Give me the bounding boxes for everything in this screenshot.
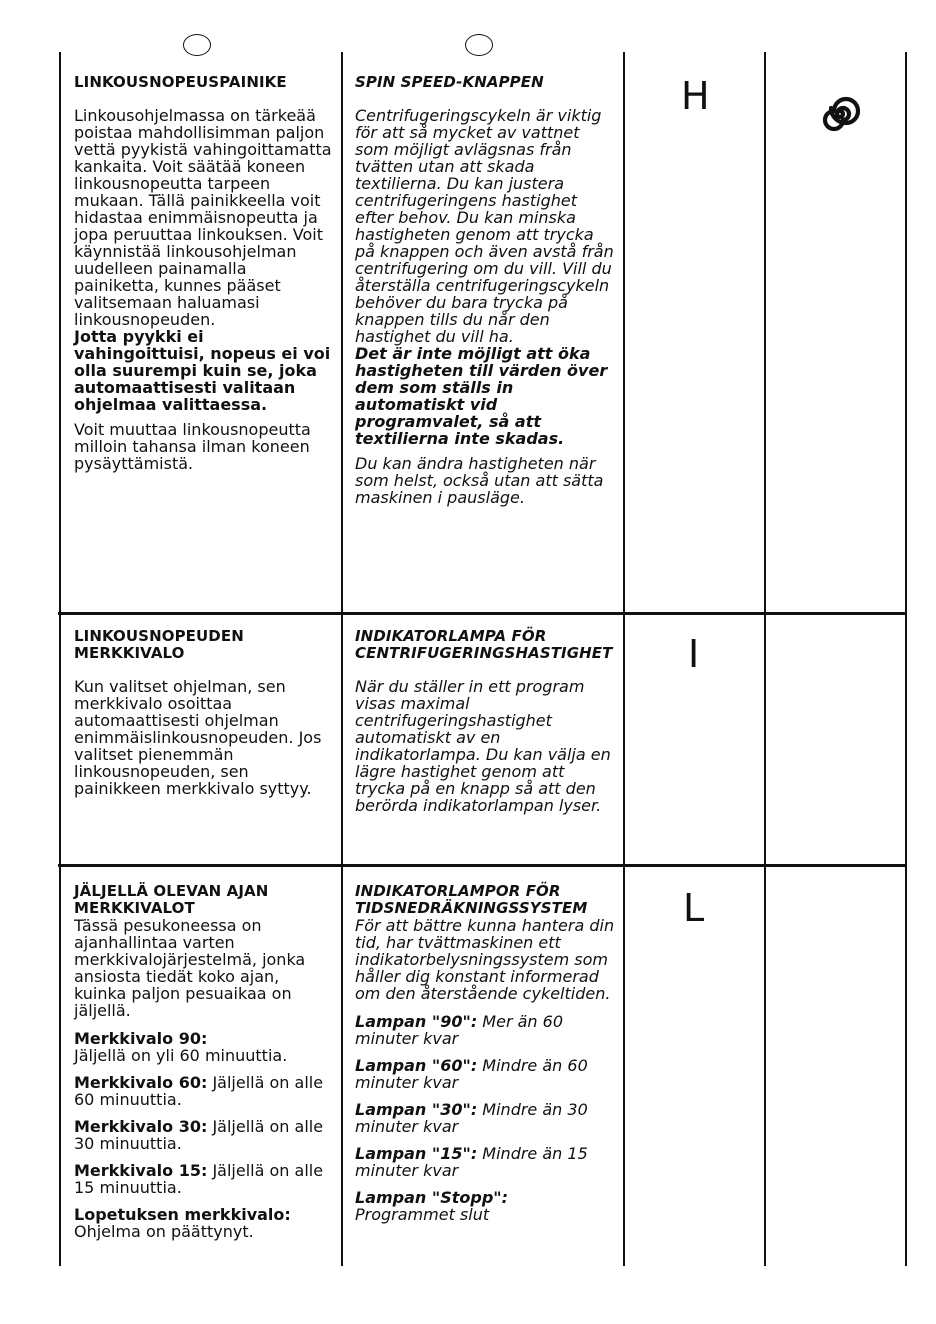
indicator-entry xyxy=(355,1013,617,1047)
indicator-entry xyxy=(74,1118,336,1152)
body-text: Linkousohjelmassa on tärkeää poistaa mahdollisimman paljon vettä pyykistä vahingoittamatta kankaita. Voit säätää koneen linkousnopeutta tarpeen mukaan. Tällä painikkeella voit hidastaa enimmäisnopeutta ja jopa peruuttaa linkouksen. Voit käynnistää linkousohjelman uudelleen painamalla painiketta, kunnes pääset valitsemaan haluamasi linkousnopeuden. xyxy=(74,106,332,329)
indicator-entry xyxy=(355,1189,617,1223)
column-divider xyxy=(59,52,61,1266)
column-divider xyxy=(341,52,343,1266)
language-marker-circle-fi xyxy=(183,34,211,56)
body-text: Tässä pesukoneessa on ajanhallintaa varten merkkivalojärjestelmä, jonka ansiosta tiedät koko ajan, kuinka paljon pesuaikaa on jäljellä. xyxy=(74,916,306,1020)
indicator-text: Mindre än 30 minuter kvar xyxy=(355,1100,588,1136)
body-text: När du ställer in ett program visas maximal centrifugeringshastighet automatiskt av en indikatorlampa. Du kan välja en lägre hastighet genom att trycka på en knapp så att den berörda indikatorlampan lyser. xyxy=(355,677,611,815)
section-letter: I xyxy=(688,632,700,676)
indicator-label: Lopetuksen merkkivalo: xyxy=(74,1205,291,1224)
section-letter: L xyxy=(683,886,705,930)
section-title: SPIN SPEED-KNAPPEN xyxy=(355,73,544,91)
section-i-finnish xyxy=(74,628,336,805)
spiral-icon xyxy=(816,90,864,138)
indicator-text: Mindre än 15 minuter kvar xyxy=(355,1144,588,1180)
indicator-label: Merkkivalo 30: xyxy=(74,1117,208,1136)
column-divider xyxy=(905,52,907,1266)
row-divider xyxy=(58,612,907,615)
body-text: Voit muuttaa linkousnopeutta milloin tahansa ilman koneen pysäyttämistä. xyxy=(74,420,311,473)
column-divider xyxy=(623,52,625,1266)
body-text: Kun valitset ohjelman, sen merkkivalo osoittaa automaattisesti ohjelman enimmäislinkousnopeuden. Jos valitset pienemmän linkousnopeuden, sen painikkeen merkkivalo syttyy. xyxy=(74,677,322,798)
indicator-text: Mer än 60 minuter kvar xyxy=(355,1012,564,1048)
section-title: LINKOUSNOPEUDEN MERKKIVALO xyxy=(74,627,244,662)
indicator-label: Merkkivalo 90: xyxy=(74,1029,208,1048)
indicator-label: Merkkivalo 15: xyxy=(74,1161,208,1180)
indicator-text: Jäljellä on yli 60 minuuttia. xyxy=(74,1046,288,1065)
indicator-label: Lampan "Stopp": xyxy=(355,1188,509,1207)
indicator-label: Lampan "60": xyxy=(355,1056,478,1075)
row-divider xyxy=(58,864,907,867)
section-l-swedish xyxy=(355,883,617,1233)
body-text: Centrifugeringscykeln är viktig för att så mycket av vattnet som möjligt avlägsnas från tvätten utan att skada textilierna. Du kan justera centrifugeringens hastighet efter behov. Du kan minska hastigheten genom att trycka på knappen och även avstå från centrifugering om du vill. Vill du återställa centrifugeringscykeln behöver du bara trycka på knappen tills du når den hastighet du vill ha. xyxy=(355,106,614,346)
warning-text: Det är inte möjligt att öka hastigheten till värden över dem som ställs in automatiskt vid programvalet, så att textilierna inte skadas. xyxy=(355,344,608,448)
section-i-swedish xyxy=(355,628,617,822)
section-title: INDIKATORLAMPA FÖR CENTRIFUGERINGSHASTIGHET xyxy=(355,627,613,662)
section-title: JÄLJELLÄ OLEVAN AJAN MERKKIVALOT xyxy=(74,882,269,917)
indicator-text: Programmet slut xyxy=(355,1205,490,1224)
section-title: LINKOUSNOPEUSPAINIKE xyxy=(74,73,287,91)
indicator-text: Jäljellä on alle 15 minuuttia. xyxy=(74,1161,324,1197)
section-title: INDIKATORLAMPOR FÖR TIDSNEDRÄKNINGSSYSTEM xyxy=(355,882,588,917)
indicator-text: Jäljellä on alle 30 minuuttia. xyxy=(74,1117,324,1153)
section-h-finnish xyxy=(74,74,336,480)
indicator-entry xyxy=(355,1145,617,1179)
indicator-entry xyxy=(355,1101,617,1135)
indicator-text: Mindre än 60 minuter kvar xyxy=(355,1056,588,1092)
column-divider xyxy=(764,52,766,1266)
indicator-entry xyxy=(74,1206,336,1240)
indicator-label: Lampan "15": xyxy=(355,1144,478,1163)
indicator-label: Lampan "30": xyxy=(355,1100,478,1119)
indicator-entry xyxy=(74,1074,336,1108)
warning-text: Jotta pyykki ei vahingoittuisi, nopeus ei voi olla suurempi kuin se, joka automaattisesti valitaan ohjelmaa valittaessa. xyxy=(74,327,331,414)
indicator-entry xyxy=(74,1162,336,1196)
indicator-label: Lampan "90": xyxy=(355,1012,478,1031)
section-h-swedish xyxy=(355,74,617,514)
indicator-text: Jäljellä on alle 60 minuuttia. xyxy=(74,1073,324,1109)
section-l-finnish xyxy=(74,883,336,1250)
indicator-label: Merkkivalo 60: xyxy=(74,1073,208,1092)
body-text: För att bättre kunna hantera din tid, har tvättmaskinen ett indikatorbelysningssystem som håller dig konstant informerad om den återstående cykeltiden. xyxy=(355,916,615,1003)
body-text: Du kan ändra hastigheten när som helst, också utan att sätta maskinen i pausläge. xyxy=(355,454,604,507)
section-letter: H xyxy=(681,74,710,118)
indicator-entry xyxy=(355,1057,617,1091)
indicator-entry xyxy=(74,1030,336,1064)
indicator-text: Ohjelma on päättynyt. xyxy=(74,1222,254,1241)
language-marker-circle-sv xyxy=(465,34,493,56)
